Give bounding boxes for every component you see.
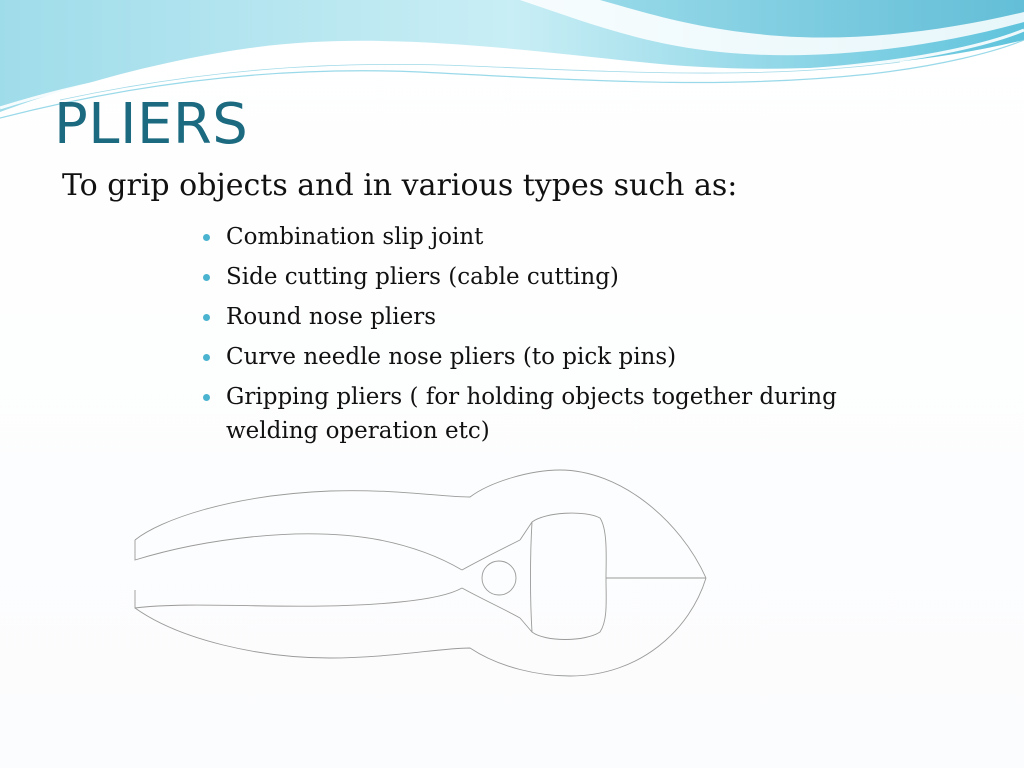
slide-title: PLIERS <box>54 92 249 157</box>
list-item <box>200 380 900 448</box>
list-item-text: Combination slip joint <box>226 224 484 250</box>
pliers-types-list <box>200 220 900 454</box>
list-item <box>200 340 900 374</box>
bullet-dot-icon <box>203 394 210 401</box>
list-item-text: Round nose pliers <box>226 304 437 330</box>
list-item <box>200 300 900 334</box>
slide-subtitle: To grip objects and in various types such as: <box>62 168 738 203</box>
list-item-text: Curve needle nose pliers (to pick pins) <box>226 344 677 370</box>
list-item <box>200 260 900 294</box>
bullet-dot-icon <box>203 314 210 321</box>
bullet-dot-icon <box>203 274 210 281</box>
list-item-text: Gripping pliers ( for holding objects together during welding operation etc) <box>226 384 837 444</box>
list-item-text: Side cutting pliers (cable cutting) <box>226 264 619 290</box>
list-item <box>200 220 900 254</box>
bullet-dot-icon <box>203 234 210 241</box>
bullet-dot-icon <box>203 354 210 361</box>
